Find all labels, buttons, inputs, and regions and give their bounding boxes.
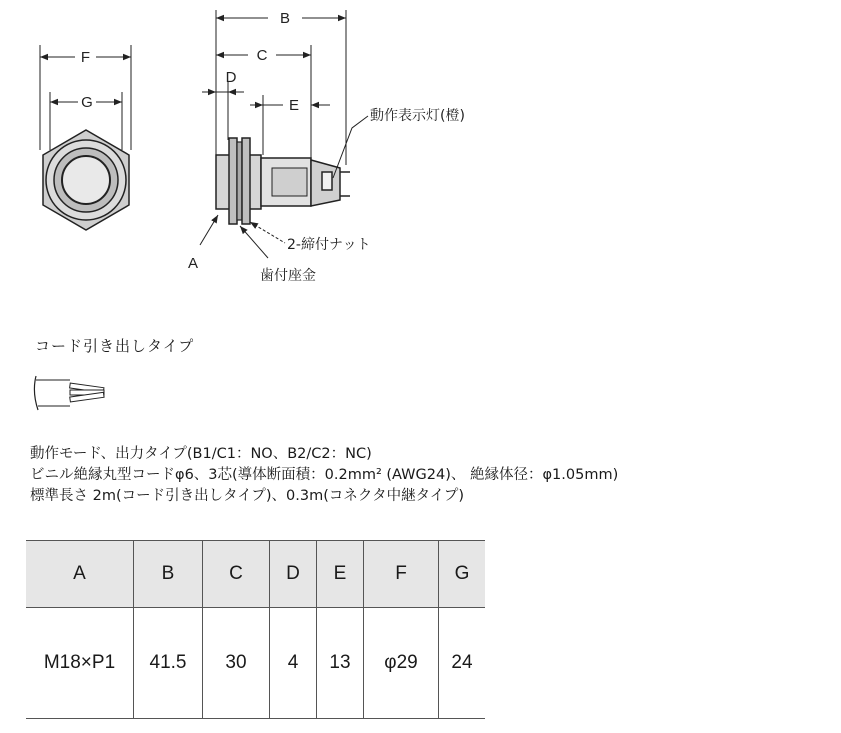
dim-label-b: B <box>279 10 291 27</box>
cell-e: 13 <box>317 608 364 719</box>
dim-label-c: C <box>256 47 268 64</box>
dim-d <box>202 69 244 92</box>
dim-f <box>40 49 131 66</box>
callout-washer <box>240 226 316 284</box>
callout-indicator <box>333 107 465 178</box>
header-g: G <box>439 541 486 608</box>
dim-label-d: D <box>225 69 237 86</box>
note-line: 標準長さ 2m(コード引き出しタイプ)、0.3m(コネクタ中継タイプ) <box>30 488 465 504</box>
cell-a: M18×P1 <box>26 608 134 719</box>
header-d: D <box>270 541 317 608</box>
dim-label-e: E <box>288 97 300 114</box>
dim-b <box>216 10 346 27</box>
dim-label-g: G <box>81 94 93 111</box>
dim-g <box>50 94 122 111</box>
note-line: 動作モード、出力タイプ(B1/C1：NO、B2/C2：NC) <box>30 446 372 462</box>
cable-icon <box>30 370 110 415</box>
cell-f: φ29 <box>364 608 439 719</box>
callout-nut <box>250 222 371 253</box>
cell-g: 24 <box>439 608 486 719</box>
callout-a <box>188 215 218 272</box>
indicator-label: 動作表示灯(橙) <box>370 108 465 124</box>
section-title: コード引き出しタイプ <box>35 337 195 355</box>
header-a: A <box>26 541 134 608</box>
notes <box>30 444 618 507</box>
dim-label-a: A <box>187 255 199 272</box>
table-row <box>26 608 485 719</box>
washer-label: 歯付座金 <box>260 268 316 284</box>
dimension-table <box>26 540 485 719</box>
cell-c: 30 <box>203 608 270 719</box>
note-line: ビニル絶縁丸型コードφ6、3芯(導体断面積：0.2mm² (AWG24)、 絶縁体径：φ1.05mm) <box>30 467 619 483</box>
cell-d: 4 <box>270 608 317 719</box>
front-view <box>40 45 131 230</box>
dimension-drawing <box>0 0 841 300</box>
header-f: F <box>364 541 439 608</box>
dim-c <box>216 47 311 64</box>
side-view <box>216 10 350 224</box>
header-e: E <box>317 541 364 608</box>
table-header-row <box>26 541 485 608</box>
cell-b: 41.5 <box>134 608 203 719</box>
header-b: B <box>134 541 203 608</box>
nut-label: 2-締付ナット <box>287 237 371 253</box>
dim-label-f: F <box>80 49 91 66</box>
header-c: C <box>203 541 270 608</box>
dim-e <box>250 97 330 114</box>
